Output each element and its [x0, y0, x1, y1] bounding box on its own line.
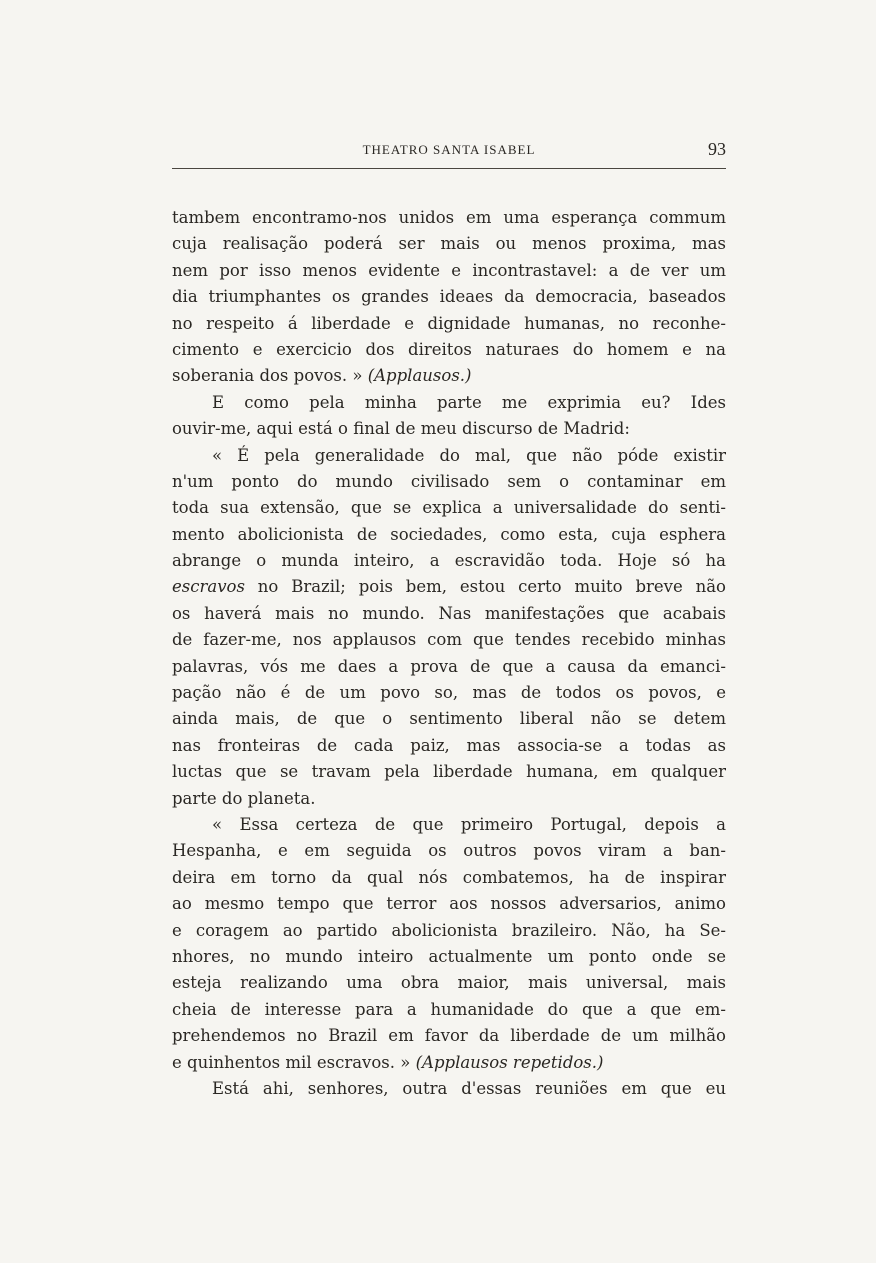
- text-line: Hespanha, e em seguida os outros povos viram a ban-: [172, 841, 726, 861]
- text-line: n'um ponto do mundo civilisado sem o contaminar em: [172, 471, 726, 491]
- text-line: luctas que se travam pela liberdade humana, em qualquer: [172, 762, 726, 782]
- text-line: nhores, no mundo inteiro actualmente um ponto onde se: [172, 946, 726, 966]
- text-line: e quinhentos mil escravos. » (Applausos repetidos.): [172, 1052, 604, 1072]
- text-line: pação não é de um povo so, mas de todos os povos, e: [172, 683, 726, 703]
- text-line: E como pela minha parte me exprimia eu? Ides: [212, 392, 726, 412]
- text-line: de fazer-me, nos applausos com que tendes recebido minhas: [172, 630, 726, 650]
- text-line: abrange o munda inteiro, a escravidão toda. Hoje só ha: [172, 551, 726, 571]
- text-line: ouvir-me, aqui está o final de meu discurso de Madrid:: [172, 419, 630, 439]
- italic-text: escravos: [172, 577, 245, 597]
- page-number: 93: [708, 139, 726, 159]
- text-line: parte do planeta.: [172, 788, 316, 808]
- text-line: prehendemos no Brazil em favor da liberdade de um milhão: [172, 1026, 726, 1046]
- text-line: escravos no Brazil; pois bem, estou certo muito breve não: [172, 577, 726, 597]
- text-line: cuja realisação poderá ser mais ou menos proxima, mas: [172, 234, 726, 254]
- text-line: toda sua extensão, que se explica a universalidade do senti-: [172, 498, 726, 518]
- text-line: ainda mais, de que o sentimento liberal não se detem: [172, 709, 726, 729]
- text-line: palavras, vós me daes a prova de que a causa da emanci-: [172, 656, 726, 676]
- text-line: nem por isso menos evidente e incontrastavel: a de ver um: [172, 260, 726, 280]
- text-line: soberania dos povos. » (Applausos.): [172, 366, 472, 386]
- text-line: cheia de interesse para a humanidade do que a que em-: [172, 999, 726, 1019]
- text-line: no respeito á liberdade e dignidade humanas, no reconhe-: [172, 313, 726, 333]
- text-line: nas fronteiras de cada paiz, mas associa-se a todas as: [172, 735, 726, 755]
- italic-text: (Applausos repetidos.): [415, 1052, 604, 1072]
- text-line: os haverá mais no mundo. Nas manifestações que acabais: [172, 603, 726, 623]
- body-text: [172, 205, 726, 1102]
- text-line: dia triumphantes os grandes ideaes da democracia, baseados: [172, 287, 726, 307]
- text-line: « Essa certeza de que primeiro Portugal, depois a: [212, 814, 726, 834]
- text-line: mento abolicionista de sociedades, como esta, cuja esphera: [172, 524, 726, 544]
- running-title: THEATRO SANTA ISABEL: [362, 142, 536, 157]
- text-line: ao mesmo tempo que terror aos nossos adversarios, animo: [172, 894, 726, 914]
- text-line: « É pela generalidade do mal, que não póde existir: [212, 445, 726, 465]
- page-header: [172, 140, 726, 164]
- italic-text: (Applausos.): [367, 366, 472, 386]
- text-line: cimento e exercicio dos direitos naturaes do homem e na: [172, 339, 726, 359]
- text-line: e coragem ao partido abolicionista brazileiro. Não, ha Se-: [172, 920, 726, 940]
- text-line: deira em torno da qual nós combatemos, ha de inspirar: [172, 867, 726, 887]
- text-line: esteja realizando uma obra maior, mais universal, mais: [172, 973, 726, 993]
- text-line: tambem encontramo-nos unidos em uma esperança commum: [172, 208, 726, 227]
- header-rule: [172, 168, 726, 169]
- text-line: Está ahi, senhores, outra d'essas reuniões em que eu: [212, 1078, 726, 1098]
